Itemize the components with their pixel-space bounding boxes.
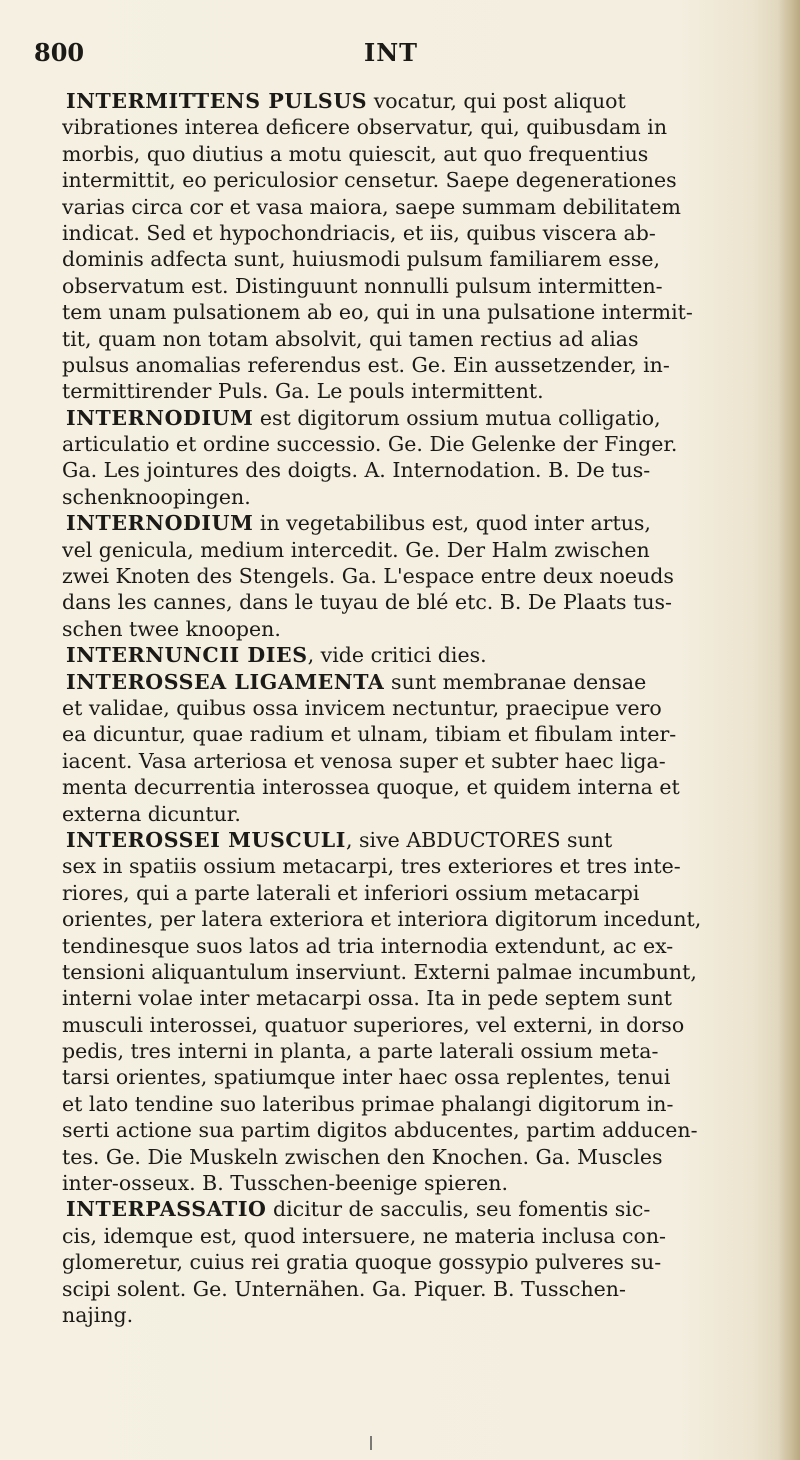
line-text: tit, quam non totam absolvit, qui tamen rectius ad alias: [62, 326, 639, 351]
text-line: [62, 141, 768, 167]
line-text: iacent. Vasa arteriosa et venosa super et subter haec liga-: [62, 748, 666, 773]
line-text: tarsi orientes, spatiumque inter haec ossa replentes, tenui: [62, 1065, 671, 1090]
line-text: menta decurrentia interossea quoque, et quidem interna et: [62, 775, 680, 800]
line-text: tendinesque suos latos ad tria internodia extendunt, ac ex-: [62, 933, 674, 958]
line-text: orientes, per latera exteriora et interiora digitorum incedunt,: [62, 907, 702, 932]
line-text: inter-osseux. B. Tusschen-beenige spieren.: [62, 1171, 509, 1196]
page-header: [34, 38, 734, 78]
line-text: observatum est. Distinguunt nonnulli pulsum intermitten-: [62, 273, 663, 298]
entry-headword: INTERNODIUM: [66, 511, 254, 536]
text-line: [62, 220, 768, 246]
text-line: [62, 1249, 768, 1275]
text-line: [62, 1144, 768, 1170]
line-text: sunt membranae densae: [384, 669, 647, 694]
text-line: [62, 721, 768, 747]
text-line: [62, 326, 768, 352]
line-text: et validae, quibus ossa invicem nectuntur, praecipue vero: [62, 695, 662, 720]
text-line: [62, 1302, 768, 1328]
text-line: [62, 378, 768, 404]
text-line: [62, 774, 768, 800]
line-text: dominis adfecta sunt, huiusmodi pulsum familiarem esse,: [62, 247, 661, 272]
line-text: schen twee knoopen.: [62, 616, 281, 641]
line-text: indicat. Sed et hypochondriacis, et iis, quibus viscera ab-: [62, 220, 656, 245]
ink-mark: [370, 1436, 372, 1450]
entry-first-line: [62, 510, 768, 536]
line-text: , vide critici dies.: [307, 643, 487, 668]
text-line: [62, 616, 768, 642]
text-line: [62, 589, 768, 615]
line-text: schenknoopingen.: [62, 484, 251, 509]
line-text: intermittit, eo periculosior censetur. Saepe degenerationes: [62, 168, 677, 193]
line-text: glomeretur, cuius rei gratia quoque gossypio pulveres su-: [62, 1250, 662, 1275]
line-text: termittirender Puls. Ga. Le pouls intermittent.: [62, 379, 544, 404]
text-line: [62, 352, 768, 378]
line-text: najing.: [62, 1302, 134, 1327]
text-line: [62, 906, 768, 932]
line-text: serti actione sua partim digitos abducentes, partim adducen-: [62, 1118, 698, 1143]
line-text: vocatur, qui post aliquot: [367, 89, 626, 113]
entry-first-line: [62, 827, 768, 853]
line-text: externa dicuntur.: [62, 801, 241, 826]
text-line: [62, 1170, 768, 1196]
page-gutter-shadow: [778, 0, 800, 1460]
text-line: [62, 748, 768, 774]
text-line: [62, 1012, 768, 1038]
text-line: [62, 1038, 768, 1064]
text-line: [62, 1117, 768, 1143]
text-line: [62, 1064, 768, 1090]
text-line: [62, 246, 768, 272]
text-line: [62, 880, 768, 906]
line-text: Ga. Les jointures des doigts. A. Internodation. B. De tus-: [62, 458, 651, 483]
line-text: , sive ABDUCTORES sunt: [345, 827, 613, 852]
entry-first-line: [62, 88, 768, 114]
entry-headword: INTERNODIUM: [66, 405, 254, 430]
entry-headword: INTEROSSEI MUSCULI: [66, 827, 346, 852]
line-text: tem unam pulsationem ab eo, qui in una pulsatione intermit-: [62, 300, 693, 325]
line-text: vel genicula, medium intercedit. Ge. Der Halm zwischen: [62, 537, 650, 562]
line-text: morbis, quo diutius a motu quiescit, aut quo frequentius: [62, 141, 649, 166]
text-line: [62, 299, 768, 325]
text-line: [62, 985, 768, 1011]
text-line: [62, 801, 768, 827]
entry-first-line: [62, 405, 768, 431]
line-text: in vegetabilibus est, quod inter artus,: [253, 511, 651, 536]
line-text: est digitorum ossium mutua colligatio,: [253, 405, 661, 430]
line-text: vibrationes interea deficere observatur, qui, quibusdam in: [62, 115, 668, 140]
line-text: dans les cannes, dans le tuyau de blé etc. B. De Plaats tus-: [62, 590, 672, 615]
text-line: [62, 194, 768, 220]
text-line: [62, 457, 768, 483]
line-text: pulsus anomalias referendus est. Ge. Ein aussetzender, in-: [62, 352, 670, 377]
text-line: [62, 1276, 768, 1302]
line-text: tes. Ge. Die Muskeln zwischen den Knochen. Ga. Muscles: [62, 1144, 663, 1169]
line-text: sex in spatiis ossium metacarpi, tres exteriores et tres inte-: [62, 854, 681, 879]
text-line: [62, 167, 768, 193]
line-text: tensioni aliquantulum inserviunt. Externi palmae incumbunt,: [62, 959, 697, 984]
text-line: [62, 1091, 768, 1117]
line-text: varias circa cor et vasa maiora, saepe summam debilitatem: [62, 194, 681, 219]
line-text: et lato tendine suo lateribus primae phalangi digitorum in-: [62, 1091, 674, 1116]
entry-first-line: [62, 669, 768, 695]
text-line: [62, 273, 768, 299]
line-text: scipi solent. Ge. Unternähen. Ga. Piquer. B. Tusschen-: [62, 1276, 626, 1301]
line-text: zwei Knoten des Stengels. Ga. L'espace entre deux noeuds: [62, 564, 674, 589]
text-line: [62, 853, 768, 879]
line-text: riores, qui a parte laterali et inferiori ossium metacarpi: [62, 880, 640, 905]
entry-headword: INTERPASSATIO: [66, 1197, 267, 1222]
line-text: cis, idemque est, quod intersuere, ne materia inclusa con-: [62, 1223, 666, 1248]
line-text: interni volae inter metacarpi ossa. Ita in pede septem sunt: [62, 986, 673, 1011]
dictionary-text: [62, 88, 768, 1328]
entry-headword: INTERNUNCII DIES: [66, 643, 308, 668]
running-head: INT: [364, 38, 419, 67]
entry-first-line: [62, 1196, 768, 1222]
text-line: [62, 431, 768, 457]
text-line: [62, 484, 768, 510]
line-text: musculi interossei, quatuor superiores, vel externi, in dorso: [62, 1012, 685, 1037]
text-line: [62, 695, 768, 721]
text-line: [62, 933, 768, 959]
page-number: 800: [34, 38, 85, 67]
entry-headword: INTERMITTENS PULSUS: [66, 89, 368, 113]
entry-headword: INTEROSSEA LIGAMENTA: [66, 669, 385, 694]
text-line: [62, 1223, 768, 1249]
line-text: dicitur de sacculis, seu fomentis sic-: [266, 1197, 651, 1222]
text-line: [62, 563, 768, 589]
line-text: pedis, tres interni in planta, a parte laterali ossium meta-: [62, 1039, 659, 1064]
text-line: [62, 959, 768, 985]
line-text: ea dicuntur, quae radium et ulnam, tibiam et fibulam inter-: [62, 722, 677, 747]
entry-first-line: [62, 642, 768, 668]
line-text: articulatio et ordine successio. Ge. Die Gelenke der Finger.: [62, 432, 678, 457]
text-line: [62, 114, 768, 140]
text-line: [62, 537, 768, 563]
